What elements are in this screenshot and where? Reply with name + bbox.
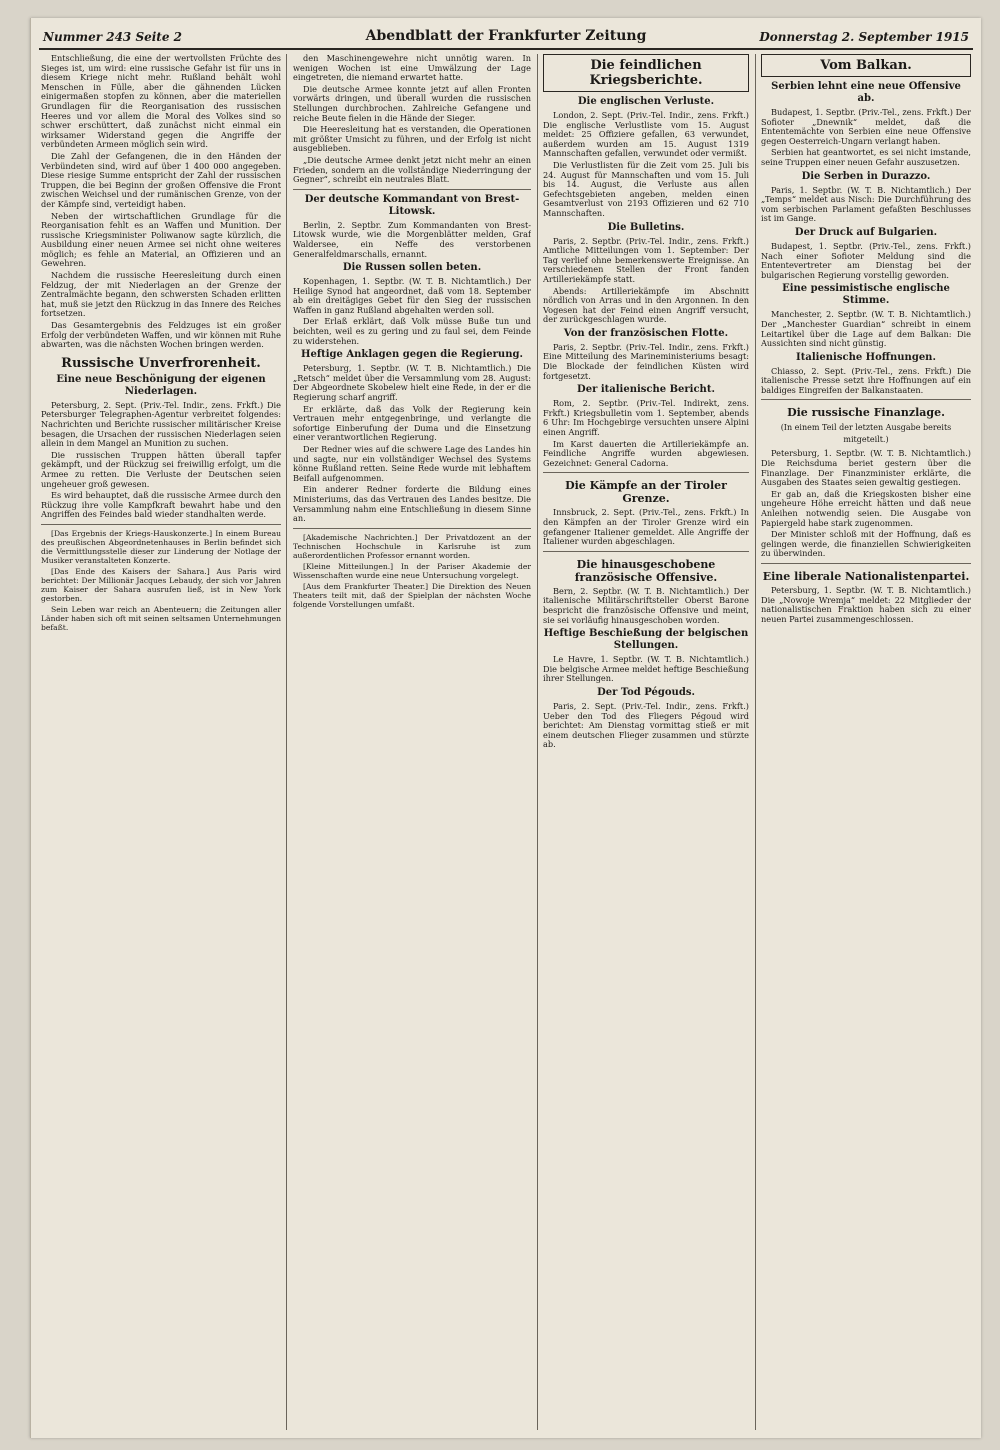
article-paragraph: Im Karst dauerten die Artilleriekämpfe an. Feindliche Angriffe wurden abgewiesen. Gezeichnet: General Cadorna.	[543, 438, 749, 468]
article-paragraph: Innsbruck, 2. Sept. (Priv.-Tel., zens. Frkft.) In den Kämpfen an der Tiroler Grenze wird ein gefangener Italiener gemeldet. Alle Angriffe der Italiener wurden abgeschlagen.	[543, 507, 749, 547]
article-paragraph: Rom, 2. Septbr. (Priv.-Tel. Indirekt, zens. Frkft.) Kriegsbulletin vom 1. September, abends 6 Uhr: Im Hochgebirge versuchten unsere Alpini einen Angriff.	[543, 398, 749, 438]
column-rule	[537, 54, 538, 1430]
article-paragraph: Serbien hat geantwortet, es sei nicht imstande, seine Truppen einer neuen Gefahr auszusetzen.	[761, 147, 971, 167]
headline: Die feindlichen Kriegsberichte.	[589, 58, 703, 88]
section-rule	[293, 189, 531, 190]
headline: Der deutsche Kommandant von Brest-Litowsk.	[304, 193, 520, 217]
article-paragraph: Budapest, 1. Septbr. (Priv.-Tel., zens. Frkft.) Der Sofioter „Dnewnik“ meldet, daß die Ententemächte von Serbien eine neue Offensive gegen Oesterreich-Ungarn verlangt haben.	[761, 107, 971, 146]
subheadline: Serbien lehnt eine neue Offensive ab.	[771, 81, 961, 104]
article-paragraph: Le Havre, 1. Septbr. (W. T. B. Nichtamtlich.) Die belgische Armee meldet heftige Beschießung ihrer Stellungen.	[543, 654, 749, 684]
article-paragraph: Bern, 2. Septbr. (W. T. B. Nichtamtlich.) Der italienische Militärschriftsteller Oberst Barone bespricht die französische Offensive und meint, sie sei vorläufig hinausgeschoben worden.	[543, 585, 749, 625]
subheadline: Der Tod Pégouds.	[597, 686, 695, 698]
article-paragraph: Es wird behauptet, daß die russische Armee durch den Rückzug ihre volle Kampfkraft bewahrt habe und den Angriffen des Feindes bald wieder standhalten werde.	[41, 490, 281, 520]
article-paragraph: Der Redner wies auf die schwere Lage des Landes hin und sagte, nur ein vollständiger Wechsel des Systems könne Rußland retten. Seine Rede wurde mit lebhaftem Beifall aufgenommen.	[293, 444, 531, 483]
article-paragraph: Paris, 2. Sept. (Priv.-Tel. Indir., zens. Frkft.) Ueber den Tod des Fliegers Pégoud wird berichtet: Am Dienstag vormittag stieß er mit einem deutschen Flieger zusammen und stürzte ab.	[543, 700, 749, 750]
feuilleton-paragraph: [Das Ende des Kaisers der Sahara.] Aus Paris wird berichtet: Der Millionär Jacques Lebaudy, der sich vor Jahren zum Kaiser der Sahara ausrufen ließ, ist in New York gestorben.	[41, 566, 281, 603]
article-paragraph: den Maschinengewehre nicht unnötig waren. In wenigen Wochen ist eine Umwälzung der Lage eingetreten, die niemand erwartet hatte.	[293, 54, 531, 83]
headline: Die Russen sollen beten.	[342, 262, 482, 274]
article-paragraph: „Die deutsche Armee denkt jetzt nicht mehr an einen Frieden, sondern an die vollständige Niederringung der Gegner“, schreibt ein neutrales Blatt.	[293, 154, 531, 185]
article-paragraph: Ein anderer Redner forderte die Bildung eines Ministeriums, das das Vertrauen des Landes besitze. Die Versammlung nahm eine Entschließung in diesem Sinne an.	[293, 484, 531, 524]
feuilleton-paragraph: [Das Ergebnis der Kriegs-Hauskonzerte.] In einem Bureau des preußischen Abgeordnetenhauses in Berlin befindet sich die Vermittlungsstelle dieser zur Linderung der Notlage der Musiker veranstalteten Konzerte.	[41, 528, 281, 565]
subheadline: Die Serben in Durazzo.	[801, 170, 931, 182]
article-paragraph: Petersburg, 1. Septbr. (W. T. B. Nichtamtlich.) Die „Retsch“ meldet über die Versammlung vom 28. August: Der Abgeordnete Skobelew hielt eine Rede, in der er die Regierung scharf angriff.	[293, 363, 531, 403]
article-paragraph: Die Heeresleitung hat es verstanden, die Operationen mit größter Umsicht zu führen, und der Erfolg ist nicht ausgeblieben.	[293, 124, 531, 154]
subheadline: Eine pessimistische englische Stimme.	[782, 283, 950, 307]
section-rule	[543, 551, 749, 552]
headline: Heftige Anklagen gegen die Regierung.	[301, 349, 523, 361]
subheadline: Italienische Hoffnungen.	[796, 351, 936, 363]
feuilleton-paragraph: Sein Leben war reich an Abenteuern; die Zeitungen aller Länder haben sich oft mit seinen seltsamen Unternehmungen befaßt.	[41, 604, 281, 632]
subheadline: Die Bulletins.	[607, 221, 685, 233]
article-paragraph: Er erklärte, daß das Volk der Regierung kein Vertrauen mehr entgegenbringe, und verlangte die sofortige Einberufung der Duma und die Einsetzung einer verantwortlichen Regierung.	[293, 403, 531, 443]
article-paragraph: Paris, 2. Septbr. (Priv.-Tel. Indir., zens. Frkft.) Amtliche Mitteilungen vom 1. September: Der Tag verlief ohne bemerkenswerte Ereignisse. An verschiedenen Stellen der Front fanden Artilleriekämpfe statt.	[543, 235, 749, 284]
article-paragraph: Die deutsche Armee konnte jetzt auf allen Fronten vorwärts dringen, und überall wurden die russischen Stellungen durchbrochen. Zahlreiche Gefangene und reiche Beute fielen in die Hände der Sieger.	[293, 83, 531, 123]
article-paragraph: Paris, 2. Septbr. (Priv.-Tel. Indir., zens. Frkft.) Eine Mitteilung des Marineministeriums besagt: Die Blockade der feindlichen Küsten wird fortgesetzt.	[543, 341, 749, 381]
article-paragraph: London, 2. Sept. (Priv.-Tel. Indir., zens. Frkft.) Die englische Verlustliste vom 15. August meldet: 25 Offiziere gefallen, 63 verwundet, außerdem wurden am 15. August 1319 Mannschaften gefallen, verwundet oder vermißt.	[543, 110, 749, 159]
article-paragraph: Petersburg, 1. Septbr. (W. T. B. Nichtamtlich.) Die Reichsduma beriet gestern über die Finanzlage. Der Finanzminister erklärte, die Ausgaben des Staates seien gewaltig gestiegen.	[761, 448, 971, 488]
article-paragraph: Die russischen Truppen hätten überall tapfer gekämpft, und der Rückzug sei freiwillig erfolgt, um die Armee zu retten. Die Verluste der Deutschen seien ungeheuer groß gewesen.	[41, 449, 281, 489]
headline: Russische Unverfrorenheit.	[61, 355, 261, 371]
article-paragraph: Chiasso, 2. Sept. (Priv.-Tel., zens. Frkft.) Die italienische Presse setzt ihre Hoffnungen auf ein baldiges Eingreifen der Balkanstaaten.	[761, 365, 971, 395]
subheadline: Der Druck auf Bulgarien.	[794, 226, 938, 238]
subheadline: Heftige Beschießung der belgischen Stellungen.	[543, 628, 749, 652]
editor-note: (In einem Teil der letzten Ausgabe bereits mitgeteilt.)	[780, 423, 952, 445]
page-number: Nummer 243 Seite 2	[43, 30, 183, 44]
headline: Die russische Finanzlage.	[787, 406, 945, 420]
issue-date: Donnerstag 2. September 1915	[759, 30, 969, 44]
section-rule	[543, 472, 749, 473]
newspaper-title: Abendblatt der Frankfurter Zeitung	[365, 28, 647, 44]
column-rule	[755, 54, 756, 1430]
article-paragraph: Der Erlaß erklärt, daß Volk müsse Buße tun und beichten, weil es zu gering und zu faul sei, dem Feinde zu widerstehen.	[293, 316, 531, 346]
article-paragraph: Abends: Artilleriekämpfe im Abschnitt nördlich von Arras und in den Argonnen. In den Vogesen hat der Feind einen Angriff versucht, der zurückgeschlagen wurde.	[543, 285, 749, 325]
headline-box	[543, 54, 749, 92]
article-paragraph: Nachdem die russische Heeresleitung durch einen Feldzug, der mit Niederlagen an der Grenze der Zentralmächte begann, den schwersten Schaden erlitten hat, muß sie jetzt den Rückzug in das Innere des Reiches fortsetzen.	[41, 270, 281, 319]
article-paragraph: Petersburg, 2. Sept. (Priv.-Tel. Indir., zens. Frkft.) Die Petersburger Telegraphen-Agentur verbreitet folgendes: Nachrichten und Berichte russischer militärischer Kreise besagen, die Ursachen der russischen Niederlagen seien allein in dem Mangel an Munition zu suchen.	[41, 399, 281, 449]
headline-box	[761, 54, 971, 77]
article-paragraph: Berlin, 2. Septbr. Zum Kommandanten von Brest-Litowsk wurde, wie die Morgenblätter melden, Graf Waldersee, ein Neffe des verstorbenen Generalfeldmarschalls, ernannt.	[293, 219, 531, 259]
column-2	[293, 54, 531, 1430]
feuilleton-paragraph: [Aus dem Frankfurter Theater.] Die Direktion des Neuen Theaters teilt mit, daß der Spielplan der nächsten Woche folgende Vorstellungen umfaßt.	[293, 581, 531, 609]
section-rule	[41, 524, 281, 525]
article-paragraph: Er gab an, daß die Kriegskosten bisher eine ungeheure Höhe erreicht hätten und daß neue Anleihen notwendig seien. Die Ausgabe von Papiergeld habe stark zugenommen.	[761, 488, 971, 528]
column-1	[41, 54, 281, 1430]
headline: Eine liberale Nationalistenpartei.	[762, 570, 970, 583]
masthead	[39, 26, 973, 50]
feuilleton-paragraph: [Kleine Mitteilungen.] In der Pariser Akademie der Wissenschaften wurde eine neue Untersuchung vorgelegt.	[293, 561, 531, 580]
headline: Vom Balkan.	[820, 58, 912, 73]
article-paragraph: Manchester, 2. Septbr. (W. T. B. Nichtamtlich.) Der „Manchester Guardian“ schreibt in einem Leitartikel über die Lage auf dem Balkan: Die Aussichten sind nicht günstig.	[761, 309, 971, 349]
article-paragraph: Das Gesamtergebnis des Feldzuges ist ein großer Erfolg der verbündeten Waffen, und wir können mit Ruhe abwarten, was die nächsten Wochen bringen werden.	[41, 320, 281, 350]
subheadline: Der italienische Bericht.	[577, 384, 715, 396]
headline: Die hinausgeschobene französische Offensive.	[574, 557, 718, 584]
column-4	[761, 54, 971, 1430]
column-3	[543, 54, 749, 1430]
article-paragraph: Die Verlustlisten für die Zeit vom 25. Juli bis 24. August für Mannschaften und vom 15. Juli bis 14. August, die Verluste aus allen Gefechtsgebieten angeben, melden einen Gesamtverlust von 2193 Offizieren und 62 710 Mannschaften.	[543, 159, 749, 218]
section-rule	[761, 563, 971, 564]
article-paragraph: Entschließung, die eine der wertvollsten Früchte des Sieges ist, um wird: eine russische Gefahr ist für uns in diesem Kriege nicht mehr. Rußland behält wohl Menschen in Fülle, aber die gähnenden Lücken einigermaßen stopfen zu können, aber die materiellen Grundlagen für die Reorganisation des russischen Heeres und vor allem die Moral des Volkes sind so schwer erschüttert, daß zunächst nicht einmal ein wirksamer Widerstand gegen die Angriffe der verbündeten Armeen möglich sein wird.	[41, 54, 281, 150]
article-paragraph: Neben der wirtschaftlichen Grundlage für die Reorganisation fehlt es an Waffen und Munition. Der russische Kriegsminister Poliwanow sagte kürzlich, die Ausbildung einer neuen Armee sei nicht ohne weiteres möglich; es fehle an Material, an Offizieren und an Gewehren.	[41, 210, 281, 269]
subheadline: Von der französischen Flotte.	[563, 327, 729, 339]
headline: Die Kämpfe an der Tiroler Grenze.	[565, 479, 727, 506]
section-rule	[761, 399, 971, 400]
article-paragraph: Die Zahl der Gefangenen, die in den Händen der Verbündeten sind, wird auf über 1 400 000 angegeben. Diese riesige Summe entspricht der Zahl der russischen Truppen, die bei Beginn der großen Offensive die Front zwischen Weichsel und der rumänischen Grenze, von der der Kämpfe sind, verteidigt haben.	[41, 150, 281, 209]
article-paragraph: Der Minister schloß mit der Hoffnung, daß es gelingen werde, die finanziellen Schwierigkeiten zu überwinden.	[761, 529, 971, 559]
article-paragraph: Paris, 1. Septbr. (W. T. B. Nichtamtlich.) Der „Temps“ meldet aus Nisch: Die Durchführung des vom serbischen Parlament gefaßten Beschlusses ist im Gange.	[761, 184, 971, 224]
subheadline: Die englischen Verluste.	[577, 96, 715, 107]
section-rule	[293, 528, 531, 529]
feuilleton-paragraph: [Akademische Nachrichten.] Der Privatdozent an der Technischen Hochschule in Karlsruhe ist zum außerordentlichen Professor ernannt worden.	[293, 532, 531, 560]
article-paragraph: Kopenhagen, 1. Septbr. (W. T. B. Nichtamtlich.) Der Heilige Synod hat angeordnet, daß vom 18. September ab ein dreitägiges Gebet für den Sieg der russischen Waffen in ganz Rußland abgehalten werden soll.	[293, 276, 531, 315]
article-paragraph: Budapest, 1. Septbr. (Priv.-Tel., zens. Frkft.) Nach einer Sofioter Meldung sind die Ententevertreter am Dienstag bei der bulgarischen Regierung vorstellig geworden.	[761, 240, 971, 280]
newspaper-page	[30, 18, 981, 1438]
column-rule	[286, 54, 287, 1430]
article-paragraph: Petersburg, 1. Septbr. (W. T. B. Nichtamtlich.) Die „Nowoje Wremja“ meldet: 22 Mitglieder der nationalistischen Fraktion haben sich zu einer neuen Partei zusammengeschlossen.	[761, 585, 971, 624]
subheadline: Eine neue Beschönigung der eigenen Niederlagen.	[56, 373, 266, 397]
